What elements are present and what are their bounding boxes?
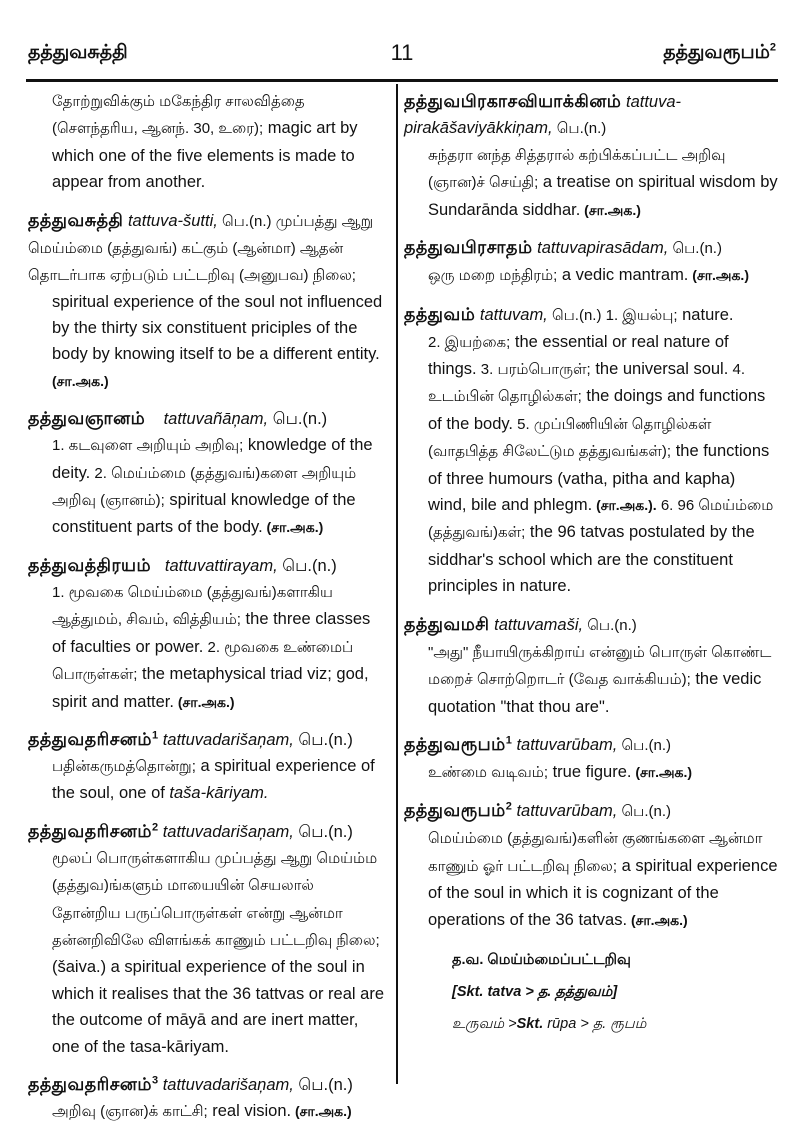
dictionary-entry xyxy=(404,234,778,289)
transliteration: tattuva-pirakāšaviyākkiņam, xyxy=(404,93,682,137)
etymology-line: உருவம் >Skt. rūpa > த. ரூபம் xyxy=(452,1015,647,1032)
homonym-number: 2 xyxy=(151,821,159,834)
entry-headline xyxy=(404,234,778,262)
source-ref: (சா.அக.) xyxy=(262,519,324,536)
headword: தத்துவதரிசனம் xyxy=(28,728,152,749)
homonym-number: 1 xyxy=(505,734,512,747)
part-of-speech: பெ.(n.) xyxy=(668,240,722,258)
entry-headline xyxy=(404,88,778,142)
dictionary-entry xyxy=(404,797,778,933)
dictionary-entry xyxy=(404,301,778,600)
right-guide-word-text: தத்துவரூபம் xyxy=(663,42,770,63)
headword: தத்துவம் xyxy=(404,303,476,324)
transliteration: tattuvarūbam, xyxy=(516,735,618,754)
entry-headline: தத்துவம் tattuvam, பெ.(n.) 1. இயல்பு; nature. xyxy=(404,303,734,324)
source-ref: (சா.அக.) xyxy=(627,911,688,928)
part-of-speech: பெ.(n.) xyxy=(293,1075,353,1094)
dictionary-entry xyxy=(28,207,384,395)
transliteration: tattuvadarišaņam, xyxy=(162,1075,294,1094)
dictionary-entry xyxy=(28,1071,384,1125)
headword: தத்துவசுத்தி xyxy=(28,209,124,230)
etymology-block xyxy=(404,944,778,1040)
left-guide-word: தத்துவசுத்தி xyxy=(28,42,128,63)
source-ref: (சா.அக.) xyxy=(52,372,109,389)
entry-headline: தத்துவசுத்தி tattuva-šutti, பெ.(n.) முப்பத்து ஆறு மெய்ம்மை (தத்துவங்) கட்கும் (ஆன்மா) ஆதன் தொடர்பாக ஏற்படும் பட்டறிவு (அனுபவ) நிலை; xyxy=(28,209,374,284)
entry-headline xyxy=(404,797,778,825)
part-of-speech: பெ.(n.) xyxy=(552,120,607,137)
page-number: 11 xyxy=(390,40,414,65)
part-of-speech: பெ.(n.) xyxy=(617,803,672,821)
entry-definition: 1. கடவுளை அறியும் அறிவு; knowledge of the deity. 2. மெய்ம்மை (தத்துவங்)களை அறியும் அறிவு (ஞானம்); spiritual knowledge of the constituent parts of the body. (சா.அக.) xyxy=(52,436,373,537)
column-divider xyxy=(396,84,398,1084)
headword: தத்துவரூபம் xyxy=(404,800,506,821)
homonym-number: 3 xyxy=(151,1074,159,1087)
transliteration: tattuvarūbam, xyxy=(516,802,618,821)
part-of-speech: பெ.(n.) xyxy=(583,616,637,634)
source-ref: (சா.அக.) xyxy=(173,693,235,710)
header-rule xyxy=(26,79,778,82)
right-column xyxy=(404,88,778,1040)
transliteration: tattuvattirayam, xyxy=(164,556,278,575)
entry-headline xyxy=(28,1071,384,1098)
part-of-speech: பெ.(n.) xyxy=(217,212,276,230)
dictionary-entry xyxy=(404,88,778,223)
continued-entry xyxy=(28,88,384,196)
dictionary-entry xyxy=(28,552,384,715)
dictionary-entry xyxy=(404,611,778,720)
right-guide-word xyxy=(663,42,776,66)
dictionary-entry xyxy=(28,726,384,807)
entry-definition: 2. இயற்கை; the essential or real nature of things. 3. பரம்பொருள்; the universal soul. 4. உடம்பின் தொழில்கள்; the doings and functions of the body. 5. முப்பிணியின் தொழில்கள் (வாதபித்த சிலேட்டும தத்துவங்கள்); the functions of three humours (vatha, pitha and kapha) wind, bile and phlegm. (சா.அக.). 6. 96 மெய்ம்மை (தத்துவங்)கள்; the 96 tatvas postulated by the siddhar's school which are the constituent principles in nature. xyxy=(428,332,774,596)
source-ref: (சா.அக.) xyxy=(688,267,749,284)
entry-definition: உண்மை வடிவம்; true figure. (சா.அக.) xyxy=(428,762,693,781)
headword: தத்துவரூபம் xyxy=(404,733,506,754)
entry-definition: மெய்ம்மை (தத்துவங்)களின் குணங்களை ஆன்மா காணும் ஓர் பட்டறிவு நிலை; a spiritual experience of the soul in which it is cognizant of the operations of the 36 tatvas. (சா.அக.) xyxy=(428,830,778,929)
headword: தத்துவஞானம் xyxy=(28,408,146,429)
homonym-number: 1 xyxy=(151,729,159,742)
transliteration: tattuvam, xyxy=(479,305,548,324)
transliteration: tattuva-šutti, xyxy=(127,211,218,230)
etymology-line: [Skt. tatva > த. தத்துவம்] xyxy=(452,983,618,1000)
entry-headline xyxy=(28,552,384,579)
source-ref: (சா.அக.) xyxy=(291,1102,352,1119)
headword: தத்துவபிரசாதம் xyxy=(404,237,533,258)
dictionary-entry xyxy=(28,405,384,541)
dictionary-entry xyxy=(28,818,384,1060)
dictionary-entry xyxy=(404,731,778,786)
source-ref: (சா.அக.) xyxy=(580,201,641,218)
entry-definition: மூலப் பொருள்களாகிய முப்பத்து ஆறு மெய்ம்ம (தத்துவ)ங்களும் மாயையின் செயலால் தோன்றிய பருப்பொருள்கள் என்று ஆன்மா தன்னறிவிலே விளங்கக் காணும் பட்டறிவு நிலை; (šaiva.) a spiritual experience of the soul in which it realises that the 36 tattvas or real are the outcome of māyā and are inert matter, one of the tasa-kāriyam. xyxy=(52,849,384,1056)
left-column xyxy=(28,88,384,1136)
part-of-speech: பெ.(n.) xyxy=(617,736,672,754)
entry-definition: spiritual experience of the soul not influenced by the thirty six constituent priciples of the body by knowing itself to be a different entity. (சா.அக.) xyxy=(52,292,383,389)
entry-headline xyxy=(404,731,778,759)
entry-definition: ஒரு மறை மந்திரம்; a vedic mantram. (சா.அக.) xyxy=(428,266,749,285)
part-of-speech: பெ.(n.) xyxy=(293,822,353,841)
entry-headline xyxy=(28,818,384,845)
source-ref: (சா.அக.) xyxy=(631,763,693,780)
transliteration: tattuvañāņam, xyxy=(163,410,269,429)
headword: தத்துவதரிசனம் xyxy=(28,820,152,841)
headword: தத்துவதரிசனம் xyxy=(28,1073,152,1094)
entry-headline xyxy=(28,405,384,432)
right-guide-word-sup: 2 xyxy=(769,41,776,54)
entry-definition: பதின்கருமத்தொன்று; a spiritual experience of the soul, one of taša-kāriyam. xyxy=(52,756,375,803)
entry-definition: சுந்தரா னந்த சித்தரால் கற்பிக்கப்பட்ட அறிவு (ஞான)ச் செய்தி; a treatise on spiritual wisdom by Sundarānda siddhar. (சா.அக.) xyxy=(428,147,778,219)
transliteration: tattuvadarišaņam, xyxy=(162,730,294,749)
headword: தத்துவபிரகாசவியாக்கினம் xyxy=(404,91,622,111)
etymology-line: த.வ. மெய்ம்மைப்பட்டறிவு xyxy=(452,951,631,968)
entry-definition: தோற்றுவிக்கும் மகேந்திர சாலவித்தை (சௌந்தரிய, ஆனந். 30, உரை); magic art by which one of the five elements is made to appear from another. xyxy=(52,93,358,192)
headword: தத்துவத்திரயம் xyxy=(28,554,152,575)
homonym-number: 2 xyxy=(505,800,512,813)
source-ref: (சா.அக.). xyxy=(592,497,657,514)
part-of-speech: பெ.(n.) xyxy=(547,306,606,324)
headword: தத்துவமசி xyxy=(404,613,490,634)
transliteration: tattuvamaši, xyxy=(494,615,584,634)
page-header xyxy=(28,40,776,76)
part-of-speech: பெ.(n.) xyxy=(277,556,337,575)
part-of-speech: பெ.(n.) xyxy=(293,730,353,749)
entry-definition: 1. மூவகை மெய்ம்மை (தத்துவங்)களாகிய ஆத்துமம், சிவம், வித்தியம்; the three classes of faculties or power. 2. மூவகை உண்மைப் பொருள்கள்; the metaphysical triad viz; god, spirit and matter. (சா.அக.) xyxy=(52,583,371,711)
transliteration: tattuvapirasādam, xyxy=(537,239,669,258)
transliteration: tattuvadarišaņam, xyxy=(162,822,294,841)
entry-definition: அறிவு (ஞான)க் காட்சி; real vision. (சா.அக.) xyxy=(52,1101,352,1120)
entry-headline xyxy=(404,611,778,639)
entry-definition: "அது" நீயாயிருக்கிறாய் என்னும் பொருள் கொண்ட மறைச் சொற்றொடர் (வேத வாக்கியம்); the vedic quotation "that thou are". xyxy=(428,643,772,716)
entry-headline xyxy=(28,726,384,753)
part-of-speech: பெ.(n.) xyxy=(268,410,328,429)
